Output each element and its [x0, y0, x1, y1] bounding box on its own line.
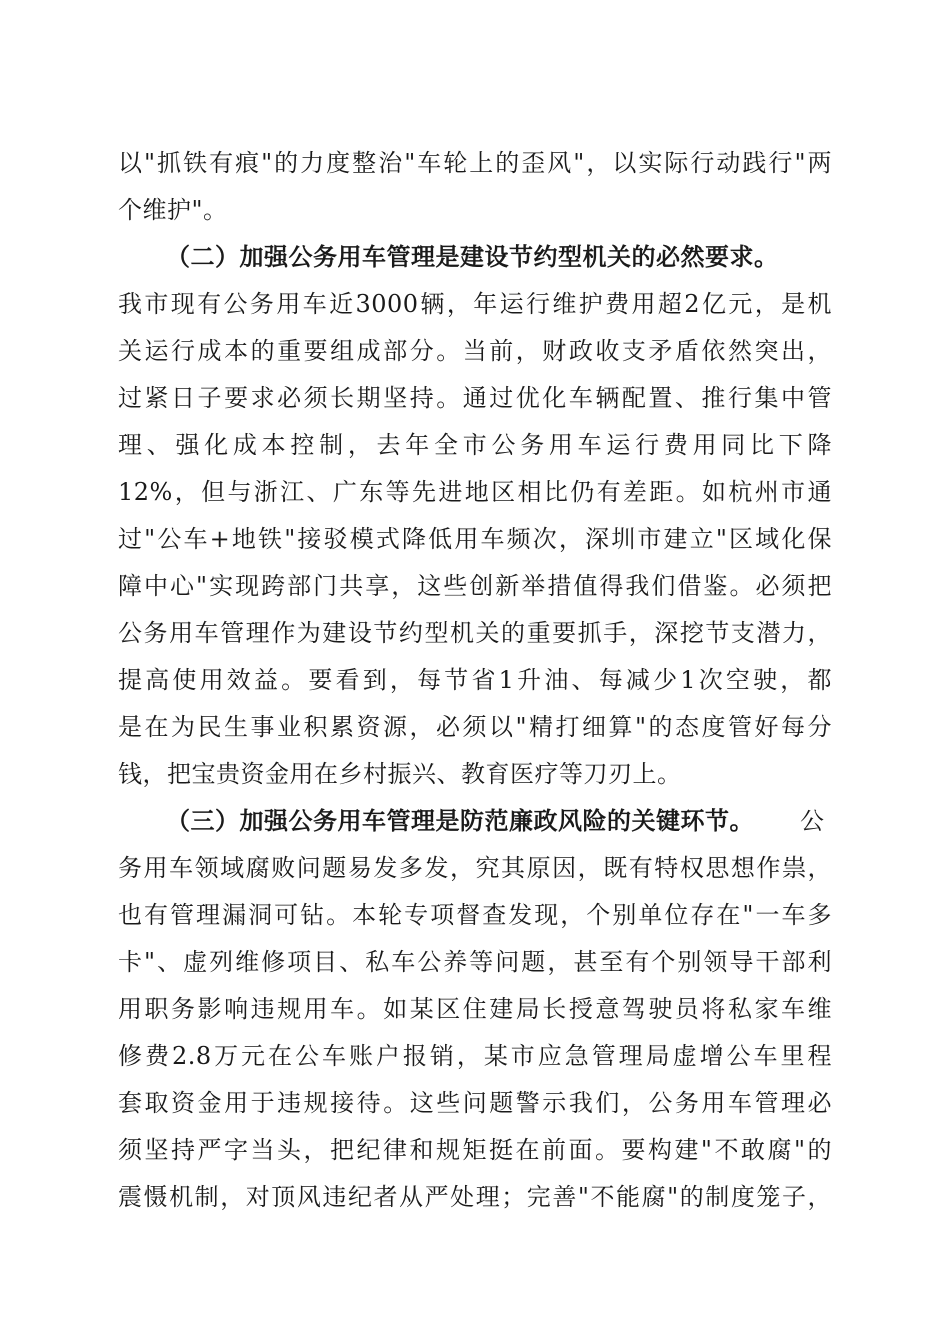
body-text-line: 震慑机制，对顶风违纪者从严处理；完善"不能腐"的制度笼子， [118, 1183, 832, 1211]
body-text-line: 理、强化成本控制，去年全市公务用车运行费用同比下降 [118, 431, 832, 459]
body-text-line: 套取资金用于违规接待。这些问题警示我们，公务用车管理必 [118, 1089, 832, 1117]
body-text-line: 我市现有公务用车近3000辆，年运行维护费用超2亿元，是机 [118, 290, 832, 318]
body-text-line: 卡"、虚列维修项目、私车公养等问题，甚至有个别领导干部利 [118, 948, 832, 976]
body-text-line: 公务用车管理作为建设节约型机关的重要抓手，深挖节支潜力， [118, 619, 832, 647]
body-text-line: 关运行成本的重要组成部分。当前，财政收支矛盾依然突出， [118, 337, 832, 365]
body-text-line: 务用车领域腐败问题易发多发，究其原因，既有特权思想作祟， [118, 854, 832, 882]
body-text-line: 障中心"实现跨部门共享，这些创新举措值得我们借鉴。必须把 [118, 572, 832, 600]
body-text-line: 修费2.8万元在公车账户报销，某市应急管理局虚增公车里程 [118, 1042, 832, 1070]
body-text-line: 是在为民生事业积累资源，必须以"精打细算"的态度管好每分 [118, 713, 832, 741]
body-text-fragment: 公 [800, 807, 825, 835]
section-heading-3: （三）加强公务用车管理是防范廉政风险的关键环节。 [166, 806, 754, 835]
body-text-line: 个维护"。 [118, 196, 228, 224]
body-text-line: 须坚持严字当头，把纪律和规矩挺在前面。要构建"不敢腐"的 [118, 1136, 832, 1164]
body-text-line: 过"公车+地铁"接驳模式降低用车频次，深圳市建立"区域化保 [118, 525, 832, 553]
body-text-line: 以"抓铁有痕"的力度整治"车轮上的歪风"，以实际行动践行"两 [118, 149, 832, 177]
body-text-line: 12%，但与浙江、广东等先进地区相比仍有差距。如杭州市通 [118, 478, 832, 506]
body-text-line: 过紧日子要求必须长期坚持。通过优化车辆配置、推行集中管 [118, 384, 832, 412]
body-text-line: 也有管理漏洞可钻。本轮专项督查发现，个别单位存在"一车多 [118, 901, 832, 929]
body-text-line: 用职务影响违规用车。如某区住建局长授意驾驶员将私家车维 [118, 995, 832, 1023]
section-heading-2: （二）加强公务用车管理是建设节约型机关的必然要求。 [166, 242, 779, 271]
body-text-line: 提高使用效益。要看到，每节省1升油、每减少1次空驶，都 [118, 666, 832, 694]
body-text-line: 钱，把宝贵资金用在乡村振兴、教育医疗等刀刃上。 [118, 760, 682, 788]
